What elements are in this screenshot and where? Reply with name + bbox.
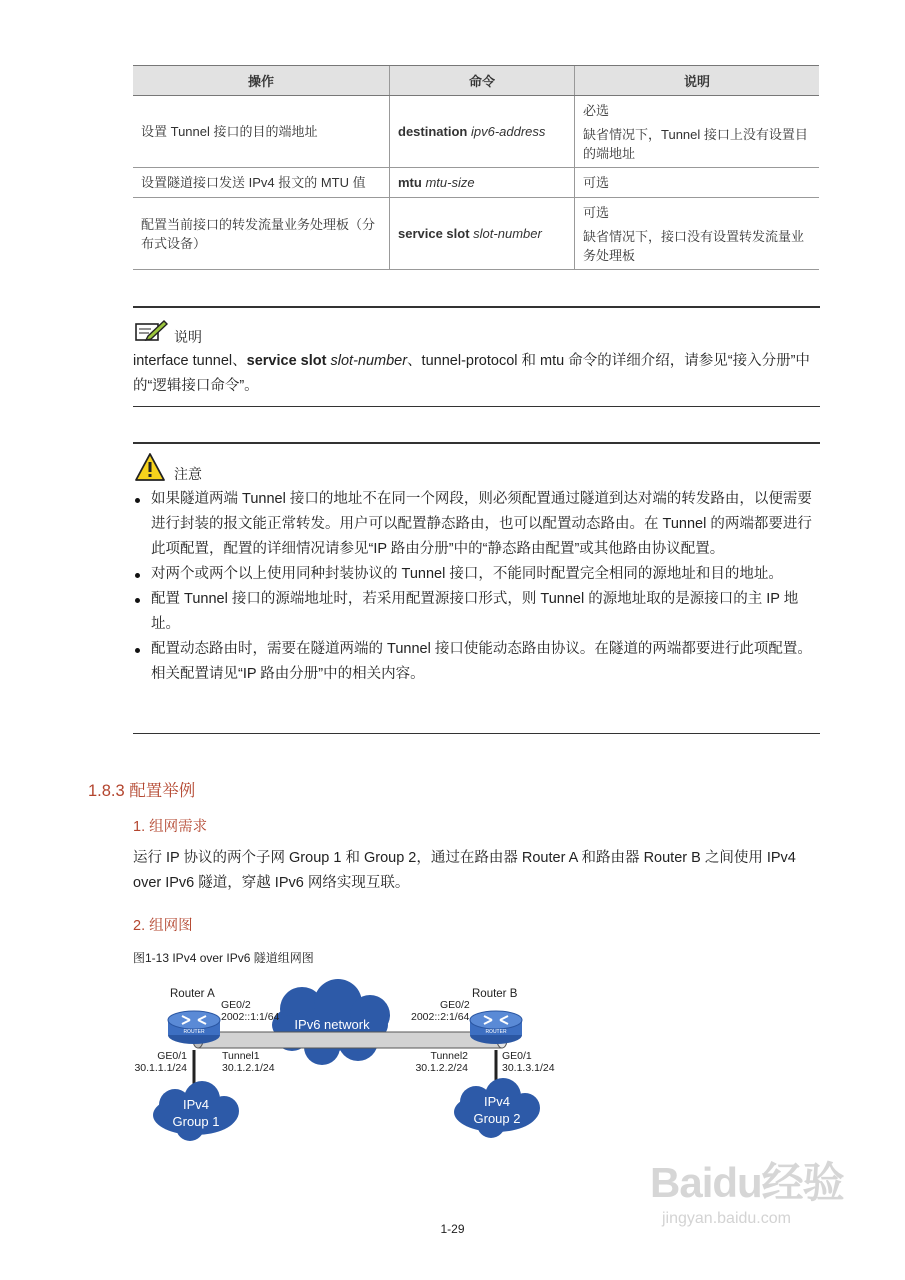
router-a-icon — [168, 1011, 220, 1044]
group2-label-line1: IPv4 — [483, 1094, 511, 1109]
description-line: 缺省情况下，接口没有设置转发流量业务处理板 — [583, 228, 805, 263]
group2-label-line2: Group 2 — [473, 1111, 521, 1126]
command-cell — [390, 96, 575, 168]
note-text — [133, 349, 820, 399]
caution-title: 注意 — [174, 466, 202, 482]
table-row — [133, 198, 819, 270]
caution-bottom-rule — [133, 733, 820, 734]
group1-label-line2: Group 1 — [172, 1114, 220, 1129]
page-number: 1-29 — [440, 1222, 465, 1236]
list-item-text: 配置 Tunnel 接口的源端地址时，若采用配置源接口形式，则 Tunnel 的源地址取的是源接口的主 IP 地址。 — [151, 591, 799, 632]
baidu-watermark: Baidu经验 — [650, 1159, 844, 1206]
router-b-badge: ROUTER — [485, 1029, 507, 1035]
description-line: 缺省情况下，Tunnel 接口上没有设置目的端地址 — [583, 126, 808, 161]
list-item — [133, 587, 820, 637]
description-line: 可选 — [583, 175, 610, 190]
description-cell — [575, 96, 820, 168]
list-item — [133, 562, 820, 587]
section-heading: 1.8.3 配置举例 — [88, 782, 196, 800]
command-keyword: mtu — [398, 175, 422, 190]
column-header-description: 说明 — [575, 66, 820, 96]
operation-cell: 设置隧道接口发送 IPv4 报文的 MTU 值 — [133, 168, 390, 198]
caution-list-container — [133, 487, 820, 687]
router-a-ge02-address: 2002::1:1/64 — [221, 1011, 280, 1023]
router-a-ge02-label: GE0/2 — [221, 999, 251, 1011]
list-item-text: 配置动态路由时，需要在隧道两端的 Tunnel 接口使能动态路由协议。在隧道的两端都要进行此项配置。相关配置请见“IP 路由分册”中的相关内容。 — [151, 641, 812, 682]
command-keyword: destination — [398, 124, 468, 139]
list-item-text: 如果隧道两端 Tunnel 接口的地址不在同一个网段，则必须配置通过隧道到达对端的转发路由，以便需要进行封装的报文能正常转发。用户可以配置静态路由，也可以配置动态路由。在 Tunnel 的两端都要进行此项配置，配置的详细情况请参见“IP 路由分册”中的“静态路由配置”或其他路由协议配置。 — [151, 491, 812, 557]
tunnel2-label: Tunnel2 — [430, 1050, 468, 1062]
section-paragraph: 运行 IP 协议的两个子网 Group 1 和 Group 2，通过在路由器 Router A 和路由器 Router B 之间使用 IPv4 over IPv6 隧道，穿越 IPv6 网络实现互联。 — [133, 850, 796, 891]
subsection-heading-diagram: 2. 组网图 — [133, 918, 193, 934]
router-a-ge01-label: GE0/1 — [157, 1050, 187, 1062]
tunnel1-address: 30.1.2.1/24 — [222, 1062, 275, 1074]
figure-caption: 图1-13 IPv4 over IPv6 隧道组网图 — [133, 951, 314, 965]
router-a-ge01-address: 30.1.1.1/24 — [134, 1062, 187, 1074]
note-title: 说明 — [174, 329, 202, 345]
note-text-italic: slot-number — [330, 353, 408, 369]
note-bottom-rule — [133, 406, 820, 407]
description-cell — [575, 198, 820, 270]
operation-cell: 配置当前接口的转发流量业务处理板（分布式设备） — [133, 198, 390, 270]
tunnel-pipe — [193, 1032, 507, 1048]
note-text-part: interface tunnel、 — [133, 353, 247, 369]
router-a-label: Router A — [170, 988, 215, 1000]
note-pencil-icon — [134, 318, 168, 344]
description-cell — [575, 168, 820, 198]
command-argument: ipv6-address — [470, 124, 546, 139]
list-item — [133, 637, 820, 687]
router-b-ge02-label: GE0/2 — [440, 999, 470, 1011]
baidu-watermark-url: jingyan.baidu.com — [662, 1210, 791, 1227]
warning-icon — [134, 452, 166, 482]
command-argument: mtu-size — [425, 175, 475, 190]
table-row — [133, 96, 819, 168]
command-argument: slot-number — [473, 226, 542, 241]
router-b-icon — [470, 1011, 522, 1044]
bullet-icon — [135, 648, 140, 653]
command-cell — [390, 198, 575, 270]
tunnel1-label: Tunnel1 — [222, 1050, 260, 1062]
caution-list — [133, 487, 820, 687]
table-row — [133, 168, 819, 198]
router-a-badge: ROUTER — [183, 1029, 205, 1035]
description-line: 必选 — [583, 102, 610, 118]
description-line: 可选 — [583, 204, 610, 220]
column-header-operation: 操作 — [133, 66, 390, 96]
command-table — [133, 65, 819, 270]
note-top-rule — [133, 306, 820, 308]
note-text-bold: service slot — [246, 353, 327, 369]
bullet-icon — [135, 573, 140, 578]
operation-cell: 设置 Tunnel 接口的目的端地址 — [133, 96, 390, 168]
router-b-ge02-address: 2002::2:1/64 — [411, 1011, 470, 1023]
router-b-ge01-label: GE0/1 — [502, 1050, 532, 1062]
list-item — [133, 487, 820, 562]
caution-top-rule — [133, 442, 820, 444]
command-cell — [390, 168, 575, 198]
router-b-ge01-address: 30.1.3.1/24 — [502, 1062, 555, 1074]
command-keyword: service slot — [398, 226, 470, 241]
column-header-command: 命令 — [390, 66, 575, 96]
network-diagram — [120, 975, 580, 1150]
group1-label-line1: IPv4 — [182, 1097, 210, 1112]
list-item-text: 对两个或两个以上使用同种封装协议的 Tunnel 接口，不能同时配置完全相同的源地址和目的地址。 — [151, 566, 783, 582]
bullet-icon — [135, 498, 140, 503]
ipv6-network-label: IPv6 network — [294, 1017, 370, 1032]
table-header-row — [133, 66, 819, 96]
bullet-icon — [135, 598, 140, 603]
router-b-label: Router B — [472, 988, 518, 1000]
tunnel2-address: 30.1.2.2/24 — [415, 1062, 468, 1074]
subsection-heading-requirements: 1. 组网需求 — [133, 819, 208, 835]
note-text-part: 、tunnel-protocol 和 mtu 命令的详细介绍，请参见“接入分册”中的“逻辑接口命令”。 — [133, 353, 810, 394]
